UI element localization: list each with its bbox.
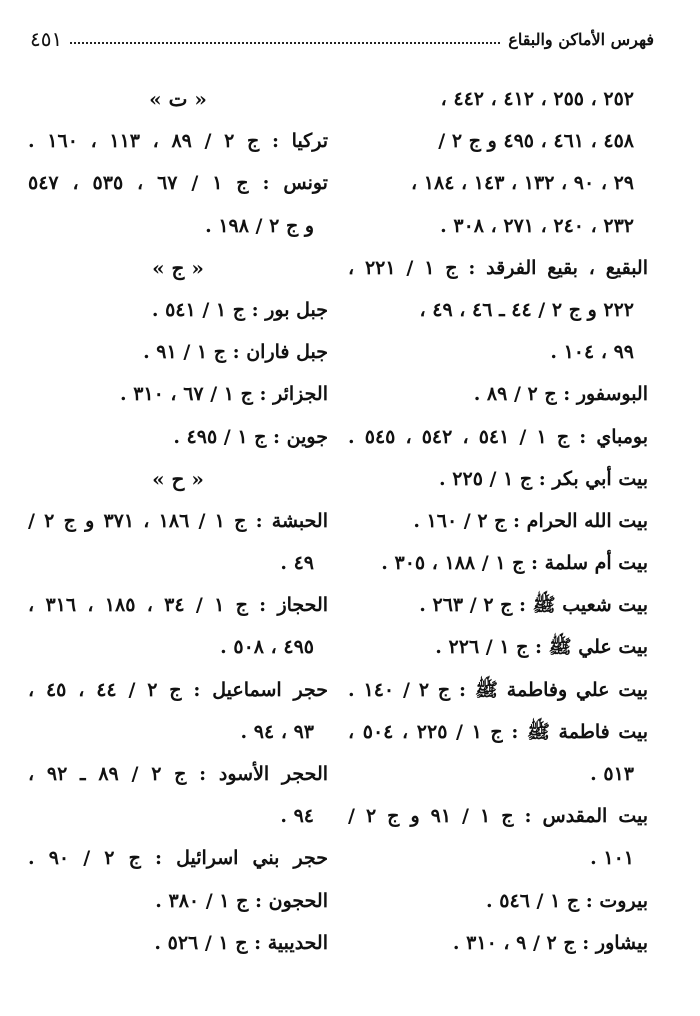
index-entry: البوسفور : ج ٢ / ٨٩ .	[473, 383, 648, 406]
index-entry: جبل فاران : ج ١ / ٩١ .	[143, 341, 328, 364]
index-entry: حجر بني اسرائيل : ج ٢ / ٩٠ .	[28, 847, 328, 870]
index-continuation-line: و ج ٢ / ١٩٨ .	[205, 214, 314, 237]
index-continuation-line: ٩٤ .	[280, 805, 314, 828]
index-entry: بيت أبي بكر : ج ١ / ٢٢٥ .	[439, 467, 648, 490]
index-continuation-line: ١٠١ .	[590, 847, 634, 870]
index-entry: الحديبية : ج ١ / ٥٢٦ .	[154, 931, 328, 954]
index-continuation-line: ٢٩ ، ٩٠ ، ١٣٢ ، ١٤٣ ، ١٨٤ ،	[411, 172, 634, 195]
index-entry: بيت علي وفاطمة ﷺ : ج ٢ / ١٤٠ .	[348, 678, 648, 701]
index-entry: بيت المقدس : ج ١ / ٩١ و ج ٢ /	[348, 805, 648, 828]
index-continuation-line: ٢٥٢ ، ٢٥٥ ، ٤١٢ ، ٤٤٢ ،	[440, 88, 634, 110]
index-entry: تركيا : ج ٢ / ٨٩ ، ١١٣ ، ١٦٠ .	[28, 130, 328, 153]
index-entry: تونس : ج ١ / ٦٧ ، ٥٣٥ ، ٥٤٧	[28, 172, 328, 195]
index-continuation-line: ٩٩ ، ١٠٤ .	[550, 341, 634, 364]
index-entry: جوين : ج ١ / ٤٩٥ .	[173, 425, 328, 448]
index-entry: بيت شعيب ﷺ : ج ٢ / ٢٦٣ .	[419, 594, 648, 617]
index-continuation-line: ٢٢٢ و ج ٢ / ٤٤ ـ ٤٦ ، ٤٩ ،	[419, 298, 634, 321]
running-header	[30, 24, 654, 54]
index-entry: الحجون : ج ١ / ٣٨٠ .	[155, 889, 328, 912]
index-continuation-line: ٢٣٢ ، ٢٤٠ ، ٢٧١ ، ٣٠٨ .	[440, 214, 634, 237]
index-entry: البقيع ، بقيع الفرقد : ج ١ / ٢٢١ ،	[348, 256, 648, 279]
letter-heading: « ج »	[152, 255, 204, 280]
page-title: فهرس الأماكن والبقاع	[508, 29, 654, 49]
index-column-left	[28, 78, 328, 964]
index-entry: جبل بور : ج ١ / ٥٤١ .	[151, 298, 328, 321]
index-entry: بيروت : ج ١ / ٥٤٦ .	[486, 889, 648, 912]
index-entry: الحجر الأسود : ج ٢ / ٨٩ ـ ٩٢ ،	[28, 763, 328, 785]
index-column-right	[348, 78, 648, 964]
index-entry: الحجاز : ج ١ / ٣٤ ، ١٨٥ ، ٣١٦ ،	[28, 594, 328, 617]
index-entry: بيت أم سلمة : ج ١ / ١٨٨ ، ٣٠٥ .	[381, 552, 648, 575]
index-entry: بومباي : ج ١ / ٥٤١ ، ٥٤٢ ، ٥٤٥ .	[348, 425, 648, 448]
index-entry: حجر اسماعيل : ج ٢ / ٤٤ ، ٤٥ ،	[28, 678, 328, 701]
index-continuation-line: ٤٥٨ ، ٤٦١ ، ٤٩٥ و ج ٢ /	[438, 130, 634, 153]
index-entry: بيت فاطمة ﷺ : ج ١ / ٢٢٥ ، ٥٠٤ ،	[348, 720, 648, 743]
letter-heading: « ت »	[149, 87, 207, 111]
page-number: ٤٥١	[30, 27, 63, 51]
index-continuation-line: ٤٩ .	[280, 552, 314, 575]
index-entry: الجزائر : ج ١ / ٦٧ ، ٣١٠ .	[119, 383, 328, 406]
letter-heading: « ح »	[152, 466, 204, 491]
index-continuation-line: ٩٣ ، ٩٤ .	[240, 720, 314, 743]
index-continuation-line: ٤٩٥ ، ٥٠٨ .	[220, 636, 314, 659]
dotted-leader	[70, 30, 500, 44]
index-entry: بيشاور : ج ٢ / ٩ ، ٣١٠ .	[452, 931, 648, 954]
index-entry: بيت الله الحرام : ج ٢ / ١٦٠ .	[413, 509, 648, 532]
index-entry: بيت علي ﷺ : ج ١ / ٢٢٦ .	[435, 636, 648, 659]
index-continuation-line: ٥١٣ .	[590, 763, 634, 785]
index-entry: الحبشة : ج ١ / ١٨٦ ، ٣٧١ و ج ٢ /	[28, 509, 328, 532]
